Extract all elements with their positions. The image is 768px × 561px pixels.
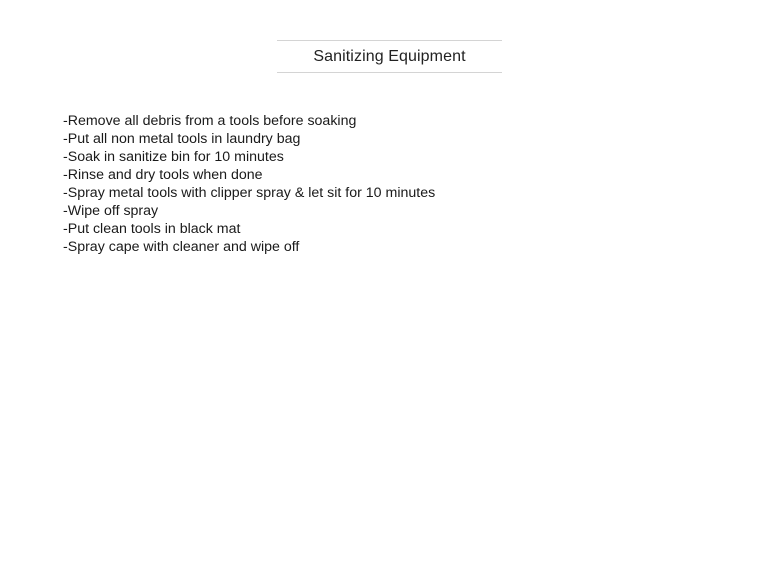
step-item: -Put all non metal tools in laundry bag <box>63 131 301 147</box>
step-item: -Spray cape with cleaner and wipe off <box>63 239 300 255</box>
step-item: -Wipe off spray <box>63 203 159 219</box>
page-title: Sanitizing Equipment <box>313 47 466 65</box>
step-item: -Rinse and dry tools when done <box>63 167 263 183</box>
steps-list <box>63 112 435 256</box>
step-item: -Soak in sanitize bin for 10 minutes <box>63 149 284 165</box>
step-item: -Spray metal tools with clipper spray & let sit for 10 minutes <box>63 185 436 201</box>
page-title-block <box>277 40 502 73</box>
step-item: -Put clean tools in black mat <box>63 221 241 237</box>
step-item: -Remove all debris from a tools before soaking <box>63 113 357 129</box>
